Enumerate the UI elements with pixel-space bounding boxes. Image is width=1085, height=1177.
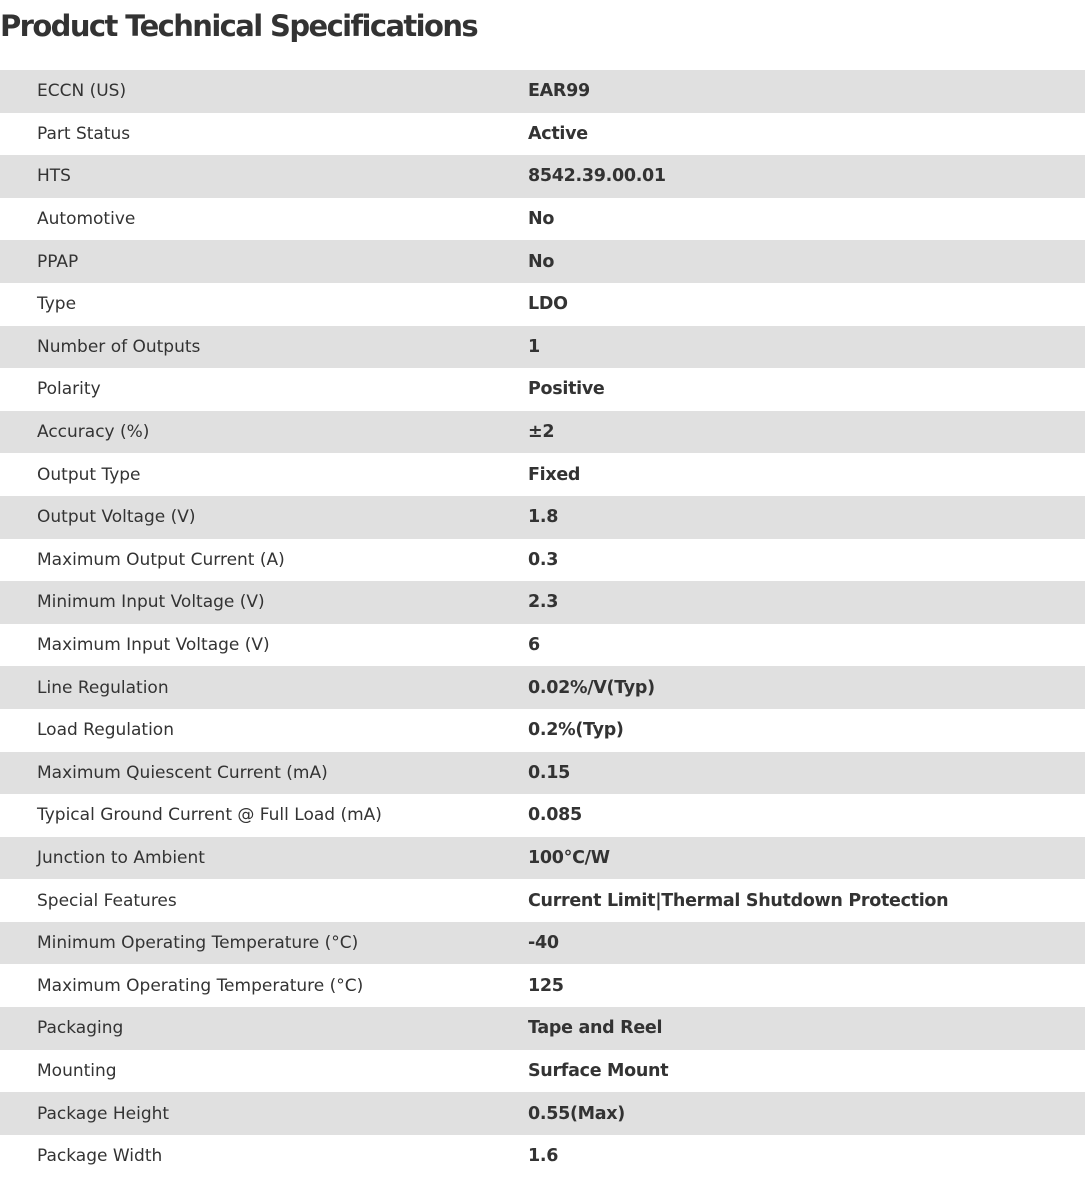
table-row: [0, 1050, 1085, 1093]
spec-value: Positive: [528, 379, 605, 400]
table-row: [0, 1007, 1085, 1050]
spec-label: Output Voltage (V): [37, 507, 196, 528]
spec-label: Line Regulation: [37, 677, 169, 698]
spec-value: 1: [528, 336, 540, 357]
spec-value: 125: [528, 975, 564, 996]
table-row: [0, 155, 1085, 198]
table-row: [0, 283, 1085, 326]
spec-value: No: [528, 251, 555, 272]
spec-label: Typical Ground Current @ Full Load (mA): [37, 805, 382, 826]
spec-value: Current Limit|Thermal Shutdown Protection: [528, 890, 949, 911]
table-row: [0, 752, 1085, 795]
spec-label: Output Type: [37, 464, 141, 485]
spec-label: Package Width: [37, 1146, 163, 1167]
spec-value: 0.3: [528, 549, 559, 570]
spec-value: 0.2%(Typ): [528, 720, 624, 741]
table-row: [0, 70, 1085, 113]
spec-label: PPAP: [37, 251, 79, 272]
spec-table: [0, 70, 1085, 1177]
spec-label: Part Status: [37, 123, 131, 144]
spec-label: HTS: [37, 166, 71, 187]
spec-label: Accuracy (%): [37, 422, 150, 443]
table-row: [0, 922, 1085, 965]
table-row: [0, 113, 1085, 156]
spec-value: 0.55(Max): [528, 1103, 625, 1124]
table-row: [0, 411, 1085, 454]
spec-label: Minimum Input Voltage (V): [37, 592, 265, 613]
spec-label: Junction to Ambient: [37, 847, 205, 868]
spec-label: Minimum Operating Temperature (°C): [37, 933, 359, 954]
page-title: Product Technical Specifications: [0, 9, 478, 43]
spec-value: 100°C/W: [528, 847, 610, 868]
spec-value: 0.15: [528, 762, 570, 783]
spec-label: Maximum Operating Temperature (°C): [37, 975, 364, 996]
spec-value: LDO: [528, 294, 568, 315]
spec-label: Maximum Input Voltage (V): [37, 635, 270, 656]
spec-label: Automotive: [37, 209, 136, 230]
table-row: [0, 581, 1085, 624]
table-row: [0, 709, 1085, 752]
spec-value: No: [528, 209, 555, 230]
table-row: [0, 453, 1085, 496]
spec-label: Mounting: [37, 1060, 117, 1081]
spec-label: ECCN (US): [37, 81, 127, 102]
spec-value: 2.3: [528, 592, 559, 613]
spec-label: Maximum Output Current (A): [37, 549, 285, 570]
spec-value: 8542.39.00.01: [528, 166, 666, 187]
table-row: [0, 1092, 1085, 1135]
table-row: [0, 496, 1085, 539]
spec-label: Type: [37, 294, 77, 315]
spec-label: Special Features: [37, 890, 177, 911]
table-row: [0, 326, 1085, 369]
spec-value: 1.8: [528, 507, 559, 528]
table-row: [0, 240, 1085, 283]
table-row: [0, 539, 1085, 582]
spec-value: -40: [528, 933, 559, 954]
spec-label: Load Regulation: [37, 720, 174, 741]
spec-label: Number of Outputs: [37, 336, 201, 357]
table-row: [0, 198, 1085, 241]
table-row: [0, 879, 1085, 922]
table-row: [0, 964, 1085, 1007]
table-row: [0, 666, 1085, 709]
spec-value: 1.6: [528, 1146, 559, 1167]
table-row: [0, 794, 1085, 837]
spec-value: 6: [528, 635, 540, 656]
table-row: [0, 1135, 1085, 1177]
spec-label: Packaging: [37, 1018, 124, 1039]
spec-value: 0.02%/V(Typ): [528, 677, 655, 698]
spec-value: Surface Mount: [528, 1060, 669, 1081]
spec-value: 0.085: [528, 805, 582, 826]
table-row: [0, 368, 1085, 411]
spec-value: EAR99: [528, 81, 590, 102]
table-row: [0, 837, 1085, 880]
table-row: [0, 624, 1085, 667]
spec-label: Package Height: [37, 1103, 170, 1124]
spec-label: Polarity: [37, 379, 101, 400]
spec-label: Maximum Quiescent Current (mA): [37, 762, 328, 783]
spec-value: Active: [528, 123, 588, 144]
spec-value: Fixed: [528, 464, 581, 485]
spec-value: Tape and Reel: [528, 1018, 663, 1039]
spec-value: ±2: [528, 422, 555, 443]
